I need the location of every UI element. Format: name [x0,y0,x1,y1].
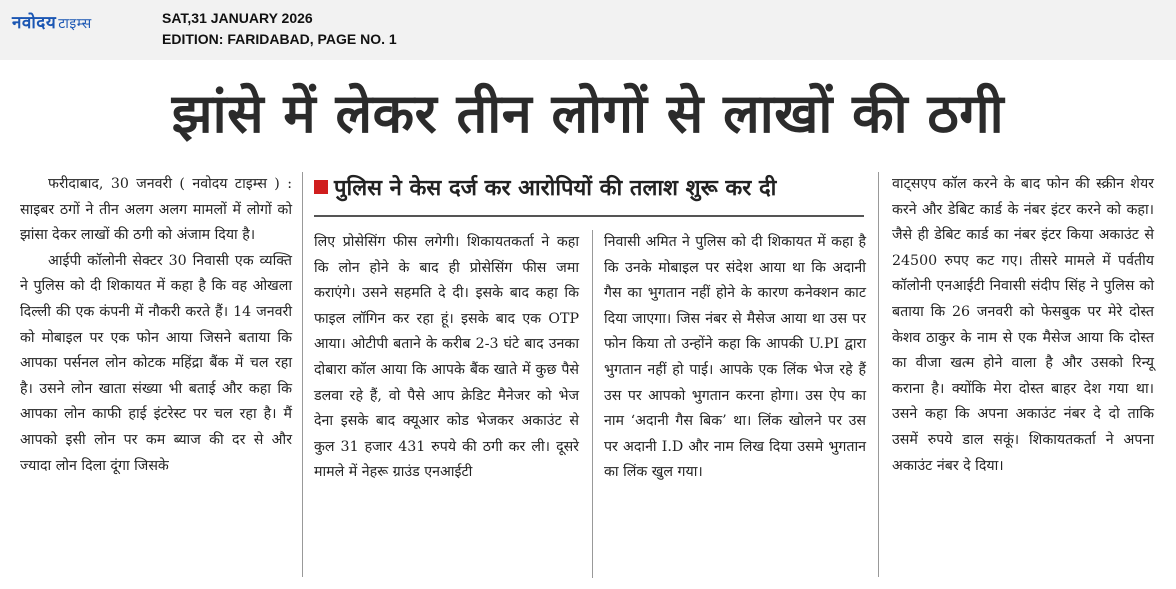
logo-sub-text: टाइम्स [58,16,92,32]
column-1-paragraph-2: आईपी कॉलोनी सेक्टर 30 निवासी एक व्यक्ति ने पुलिस को दी शिकायत में कहा है कि वह ओखला दिल्ली की एक कंपनी में नौकरी करते हैं। 14 जनवरी को मोबाइल पर एक फोन आया जिसने बताया कि आपका पर्सनल लोन कोटक महिंद्रा बैंक में चल रहा है। उसने लोन खाता संख्या भी बताई और कहा कि आपका लोन काफी हाई इंटरेस्ट पर चल रहा है। मैं आपको इसी लोन पर कम ब्याज की दर से और ज्यादा लोन दिला दूंगा जिसके [20,252,292,474]
article-column-1 [20,172,292,479]
article-headline: झांसे में लेकर तीन लोगों से लाखों की ठगी [171,82,1005,145]
column-4-paragraph-1: वाट्सएप कॉल करने के बाद फोन की स्क्रीन शेयर करने और डेबिट कार्ड के नंबर इंटर करने को कहा। जैसे ही डेबिट कार्ड का नंबर इंटर किया अकाउंट से 24500 रुपए कट गए। तीसरे मामले में पर्वतीय कॉलोनी एनआईटी निवासी संदीप सिंह ने पुलिस को बताया कि 26 जनवरी को फेसबुक पर मेरे दोस्त केशव ठाकुर के नाम से एक मैसेज आया कि दोस्त का वीजा खत्म होने वाला है और उसको रिन्यू कराना है। क्योंकि मेरा दोस्त बाहर देश गया था। उसने कहा कि अपना अकाउंट नंबर दे दो ताकि उसमें रुपये डाल सकूं। शिकायतकर्ता ने अपना अकाउंट नंबर दे दिया। [892,176,1154,474]
red-bullet-icon [314,180,328,194]
article-column-2 [314,230,579,486]
column-2-paragraph-1: लिए प्रोसेसिंग फीस लगेगी। शिकायतकर्ता ने कहा कि लोन होने के बाद ही प्रोसेसिंग फीस जमा कराएंगे। उसने सहमति दे दी। इसके बाद कहा कि फाइल लॉगिन कर रहा हूं। इसके बाद एक OTP आया। ओटीपी बताने के करीब 2-3 घंटे बाद उनका दोबारा कॉल आया कि आपके बैंक खाते में कुछ पैसे डलवा रहे हैं, वो पैसे आप क्रेडिट मैनेजर को भेज देना इसके बाद क्यूआर कोड भेजकर अकाउंट से कुल 31 हजार 431 रुपये की ठगी कर ली। दूसरे मामले में नेहरू ग्राउंड एनआईटी [314,234,579,481]
column-divider [878,172,879,577]
column-divider [592,230,593,578]
article-column-3 [604,230,866,486]
masthead-bar [0,0,1176,60]
subheadline-underline [314,215,864,217]
edition-info: EDITION: FARIDABAD, PAGE NO. 1 [162,31,397,47]
column-1-paragraph-1: फरीदाबाद, 30 जनवरी ( नवोदय टाइम्स ) : साइबर ठगों ने तीन अलग अलग मामलों में लोगों को झांसा देकर लाखों की ठगी को अंजाम दिया है। [20,176,292,244]
column-divider [302,172,303,577]
article-column-4 [892,172,1154,479]
logo-main-text: नवोदय [12,13,57,33]
subheadline-text: पुलिस ने केस दर्ज कर आरोपियों की तलाश शुरू कर दी [334,176,777,201]
publication-date: SAT,31 JANUARY 2026 [162,10,313,26]
newspaper-logo [12,10,92,33]
article-subheadline [314,168,864,210]
edition-meta [162,8,397,50]
column-3-paragraph-1: निवासी अमित ने पुलिस को दी शिकायत में कहा है कि उनके मोबाइल पर संदेश आया था कि अदानी गैस का भुगतान नहीं होने के कारण कनेक्शन काट दिया जाएगा। जिस नंबर से मैसेज आया था उस पर फोन किया तो उन्होंने कहा कि आपकी U.PI द्वारा भुगतान नहीं हो पाई। आपके एक लिंक भेज रहे हैं उस पर आपको भुगतान करना होगा। उस ऐप का नाम ‘अदानी गैस बिक’ था। लिंक खोलने पर उस पर अदानी I.D और नाम लिख दिया उसमे भुगतान का लिंक खुल गया। [604,234,866,481]
